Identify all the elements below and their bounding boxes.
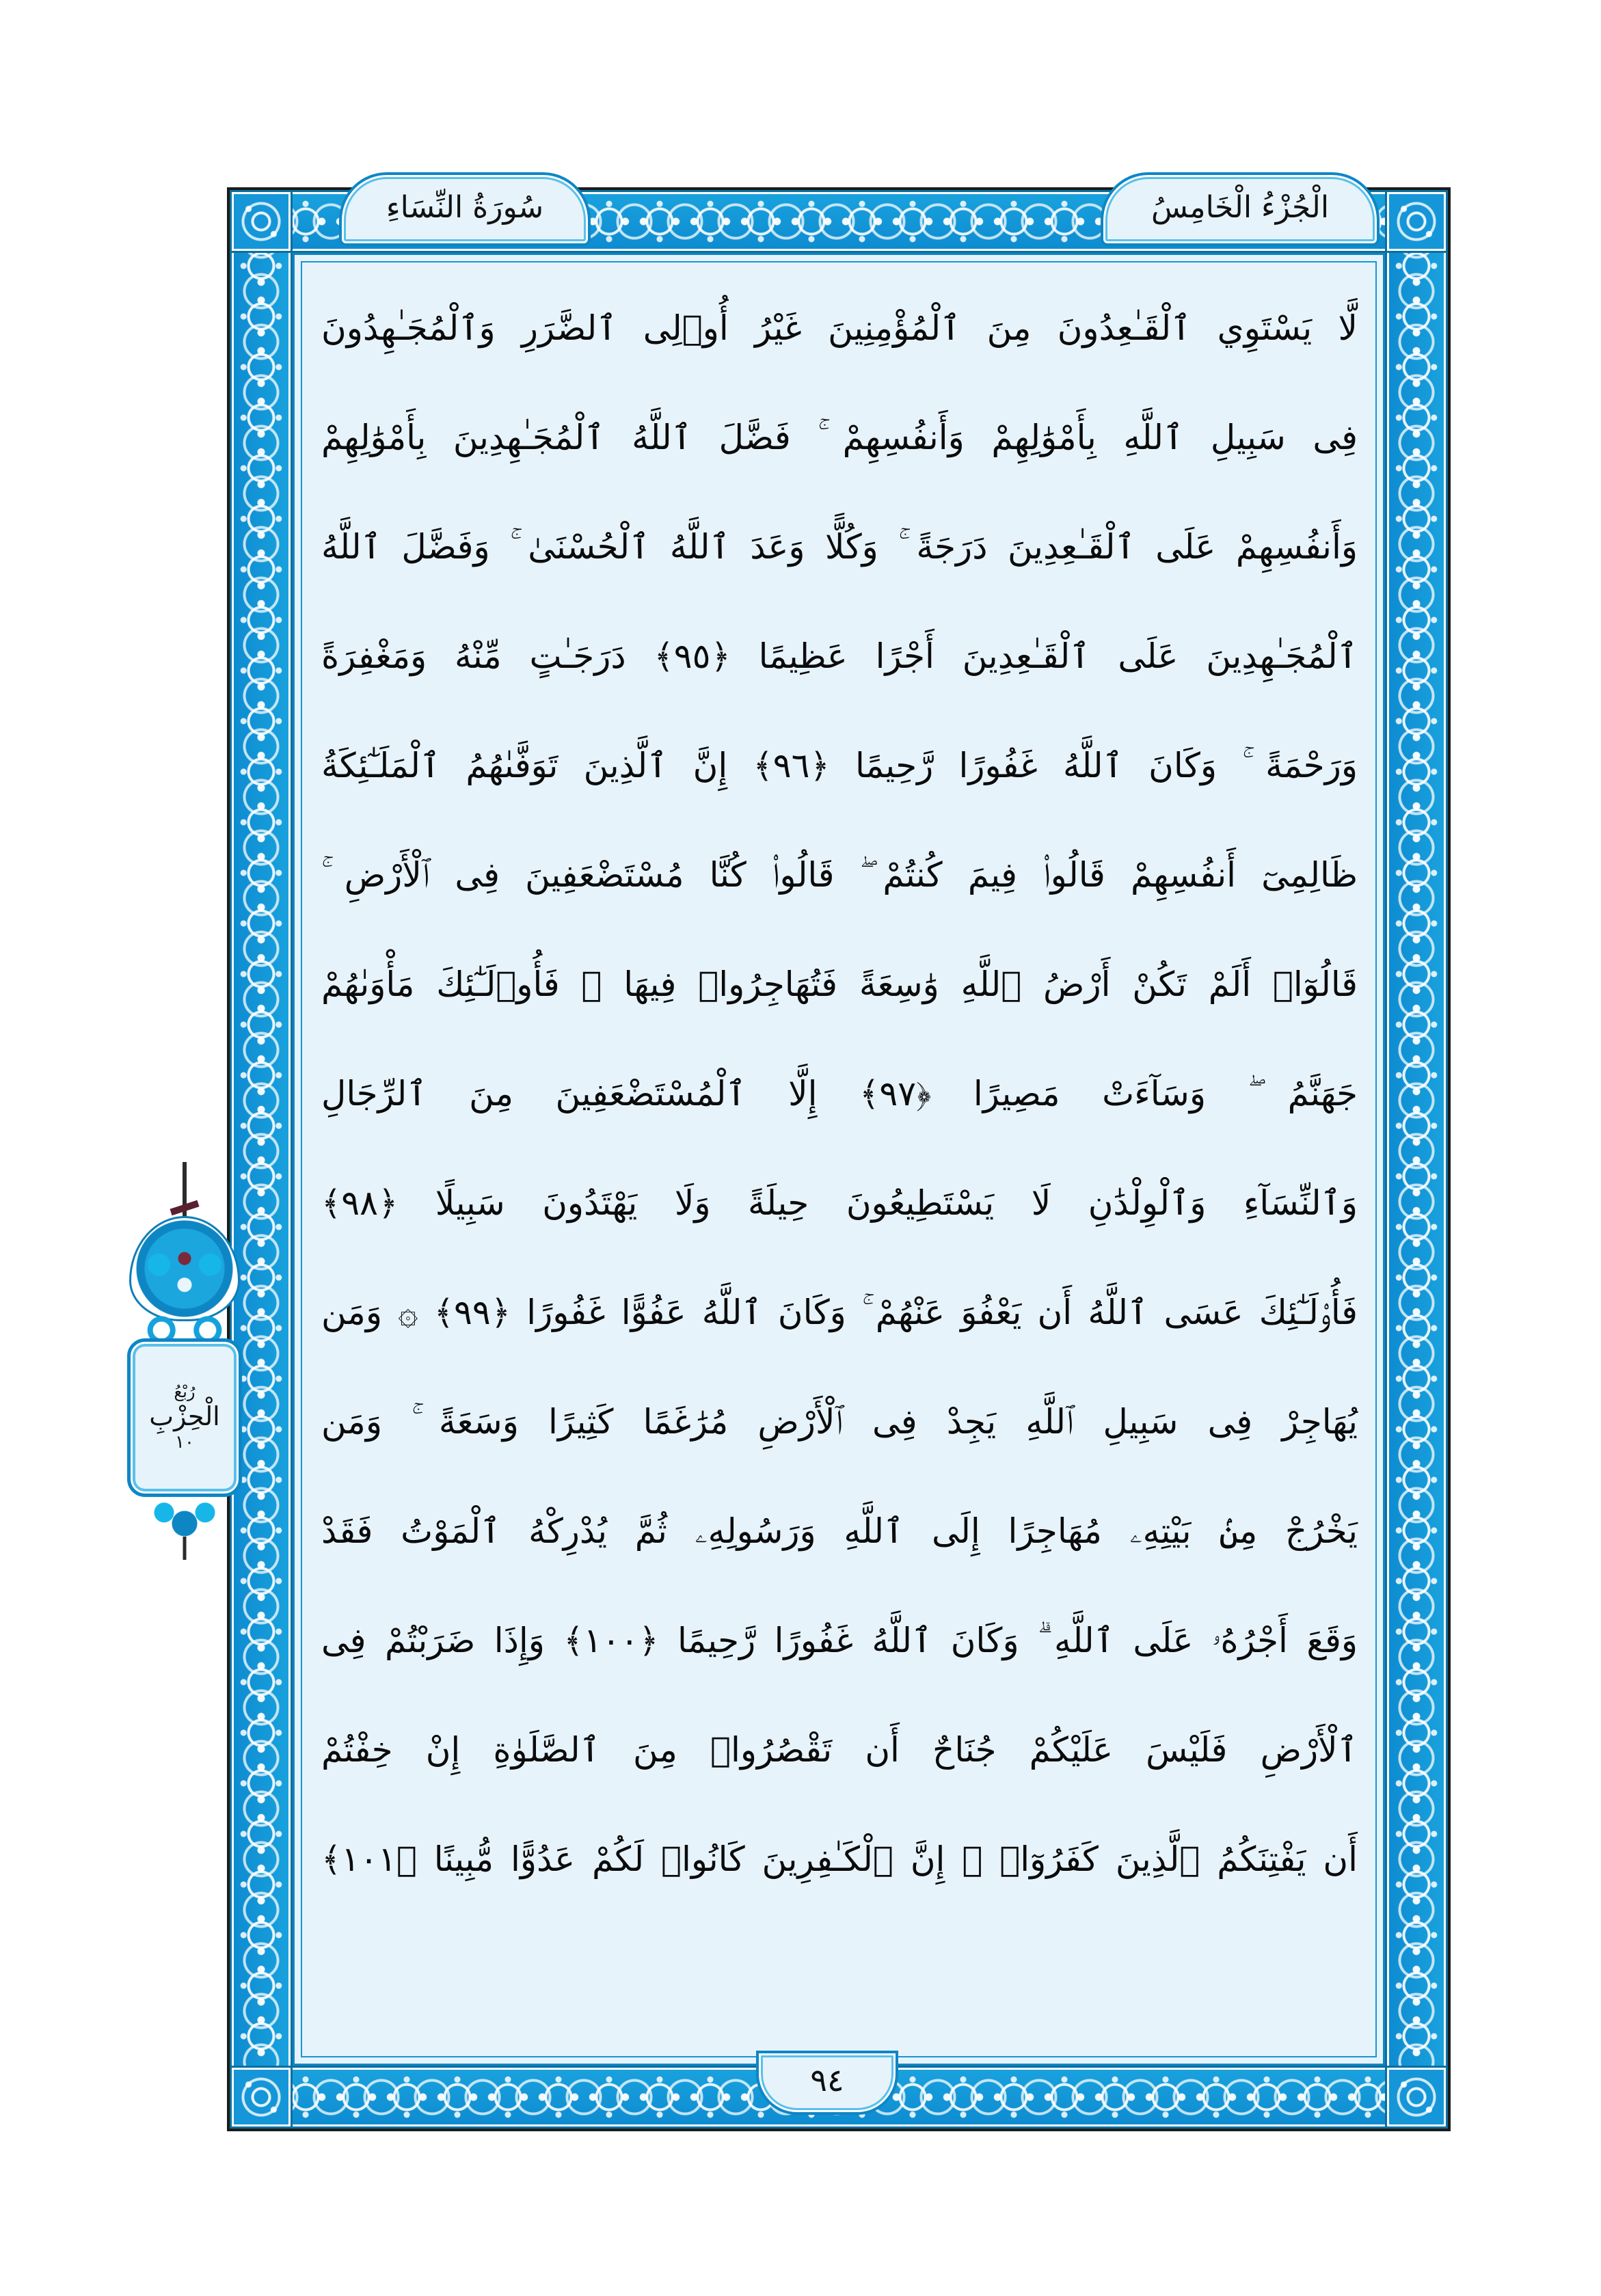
quran-line-text: أَن يَفْتِنَكُمُ ٱلَّذِينَ كَفَرُوٓا۟ ۚ إِنَّ ٱلْكَـٰفِرِينَ كَانُوا۟ لَكُمْ عَدُوًّا مُّبِينًا ﴿١٠١﴾ — [321, 1839, 1358, 1879]
quran-line — [321, 930, 1358, 1039]
medallion-foot-ornament-icon — [133, 1496, 236, 1538]
rub-al-hizb-medallion — [123, 1162, 246, 1558]
quran-line-text: وَأَنفُسِهِمْ عَلَى ٱلْقَـٰعِدِينَ دَرَجَةً ۚ وَكُلًّا وَعَدَ ٱللَّهُ ٱلْحُسْنَىٰ ۚ وَفَضَّلَ ٱللَّهُ — [321, 527, 1358, 567]
quran-line — [321, 1586, 1358, 1695]
quran-line — [321, 1039, 1358, 1148]
quran-line-text: ٱلْأَرْضِ فَلَيْسَ عَلَيْكُمْ جُنَاحٌ أَن تَقْصُرُوا۟ مِنَ ٱلصَّلَوٰةِ إِنْ خِفْتُمْ — [321, 1730, 1358, 1770]
quran-line — [321, 1258, 1358, 1367]
surah-title-text: سُورَةُ النِّسَاءِ — [386, 190, 544, 225]
medallion-line-3: ١٠ — [175, 1431, 194, 1453]
quran-line-text: وَٱلنِّسَآءِ وَٱلْوِلْدَٰنِ لَا يَسْتَطِيعُونَ حِيلَةً وَلَا يَهْتَدُونَ سَبِيلًا ﴿٩٨﴾ — [321, 1183, 1358, 1223]
juz-title-text: الْجُزْءُ الْخَامِسُ — [1151, 190, 1330, 225]
quran-line-text: جَهَنَّمُ ۖ وَسَآءَتْ مَصِيرًا ﴿٩٧﴾ إِلَّا ٱلْمُسْتَضْعَفِينَ مِنَ ٱلرِّجَالِ — [321, 1074, 1358, 1113]
quran-line — [321, 1367, 1358, 1476]
medallion-label-panel — [127, 1338, 242, 1497]
quran-line-text: وَرَحْمَةً ۚ وَكَانَ ٱللَّهُ غَفُورًا رَّحِيمًا ﴿٩٦﴾ إِنَّ ٱلَّذِينَ تَوَفَّىٰهُمُ ٱلْمَلَـٰٓئِكَةُ — [321, 746, 1358, 785]
quran-line-text: قَالُوٓا۟ أَلَمْ تَكُنْ أَرْضُ ٱللَّهِ وَٰسِعَةً فَتُهَاجِرُوا۟ فِيهَا ۚ فَأُو۟لَـٰٓئِكَ مَأْوَىٰهُمْ — [321, 964, 1358, 1004]
medallion-line-1: رُبْعُ — [174, 1381, 196, 1401]
quran-line-text: ظَالِمِىٓ أَنفُسِهِمْ قَالُوا۟ فِيمَ كُنتُمْ ۖ قَالُوا۟ كُنَّا مُسْتَضْعَفِينَ فِى ٱلْأَرْضِ ۚ — [321, 855, 1358, 895]
quran-line-text: ٱلْمُجَـٰهِدِينَ عَلَى ٱلْقَـٰعِدِينَ أَجْرًا عَظِيمًا ﴿٩٥﴾ دَرَجَـٰتٍ مِّنْهُ وَمَغْفِرَةً — [321, 636, 1358, 676]
quran-line-text: وَقَعَ أَجْرُهُۥ عَلَى ٱللَّهِ ۗ وَكَانَ ٱللَّهُ غَفُورًا رَّحِيمًا ﴿١٠٠﴾ وَإِذَا ضَرَبْتُمْ فِى — [321, 1621, 1358, 1660]
juz-title-cartouche — [1101, 172, 1380, 246]
corner-rosette-bottom-left — [230, 2066, 293, 2129]
quran-line — [321, 1695, 1358, 1805]
quran-line — [321, 492, 1358, 602]
quran-text-block — [321, 273, 1358, 2037]
quran-line — [321, 1805, 1358, 1914]
quran-line — [321, 711, 1358, 820]
quran-line — [321, 820, 1358, 930]
page-number-text: ٩٤ — [810, 2062, 844, 2098]
quran-line-text: فِى سَبِيلِ ٱللَّهِ بِأَمْوَٰلِهِمْ وَأَنفُسِهِمْ ۚ فَضَّلَ ٱللَّهُ ٱلْمُجَـٰهِدِينَ بِأَمْوَٰلِهِمْ — [321, 418, 1358, 457]
quran-line — [321, 273, 1358, 383]
corner-rosette-bottom-right — [1385, 2066, 1448, 2129]
quran-line-text: يَخْرُجْ مِنۢ بَيْتِهِۦ مُهَاجِرًا إِلَى ٱللَّهِ وَرَسُولِهِۦ ثُمَّ يُدْرِكْهُ ٱلْمَوْتُ فَقَدْ — [321, 1511, 1358, 1551]
quran-line-text: فَأُو۟لَـٰٓئِكَ عَسَى ٱللَّهُ أَن يَعْفُوَ عَنْهُمْ ۚ وَكَانَ ٱللَّهُ عَفُوًّا غَفُورًا ﴿٩٩﴾ ۞ وَمَن — [321, 1293, 1358, 1332]
quran-line — [321, 383, 1358, 492]
medallion-finial-icon — [183, 1162, 187, 1225]
quran-line — [321, 1148, 1358, 1258]
ornamental-border-left — [230, 190, 293, 2129]
corner-rosette-top-right — [1385, 190, 1448, 253]
quran-line — [321, 602, 1358, 711]
page-number-cartouche — [756, 2051, 898, 2115]
medallion-tail-icon — [183, 1537, 187, 1560]
medallion-bulb-ornament-icon — [131, 1218, 238, 1319]
ornamental-border-right — [1385, 190, 1448, 2129]
medallion-line-2: الْحِزْبِ — [149, 1401, 220, 1431]
corner-rosette-top-left — [230, 190, 293, 253]
quran-line-text: يُهَاجِرْ فِى سَبِيلِ ٱللَّهِ يَجِدْ فِى ٱلْأَرْضِ مُرَٰغَمًا كَثِيرًا وَسَعَةً ۚ وَمَن — [321, 1402, 1358, 1442]
quran-line — [321, 1476, 1358, 1586]
quran-line-text: لَّا يَسْتَوِي ٱلْقَـٰعِدُونَ مِنَ ٱلْمُؤْمِنِينَ غَيْرُ أُو۟لِى ٱلضَّرَرِ وَٱلْمُجَـٰهِدُونَ — [321, 308, 1358, 348]
surah-title-cartouche — [339, 172, 591, 246]
